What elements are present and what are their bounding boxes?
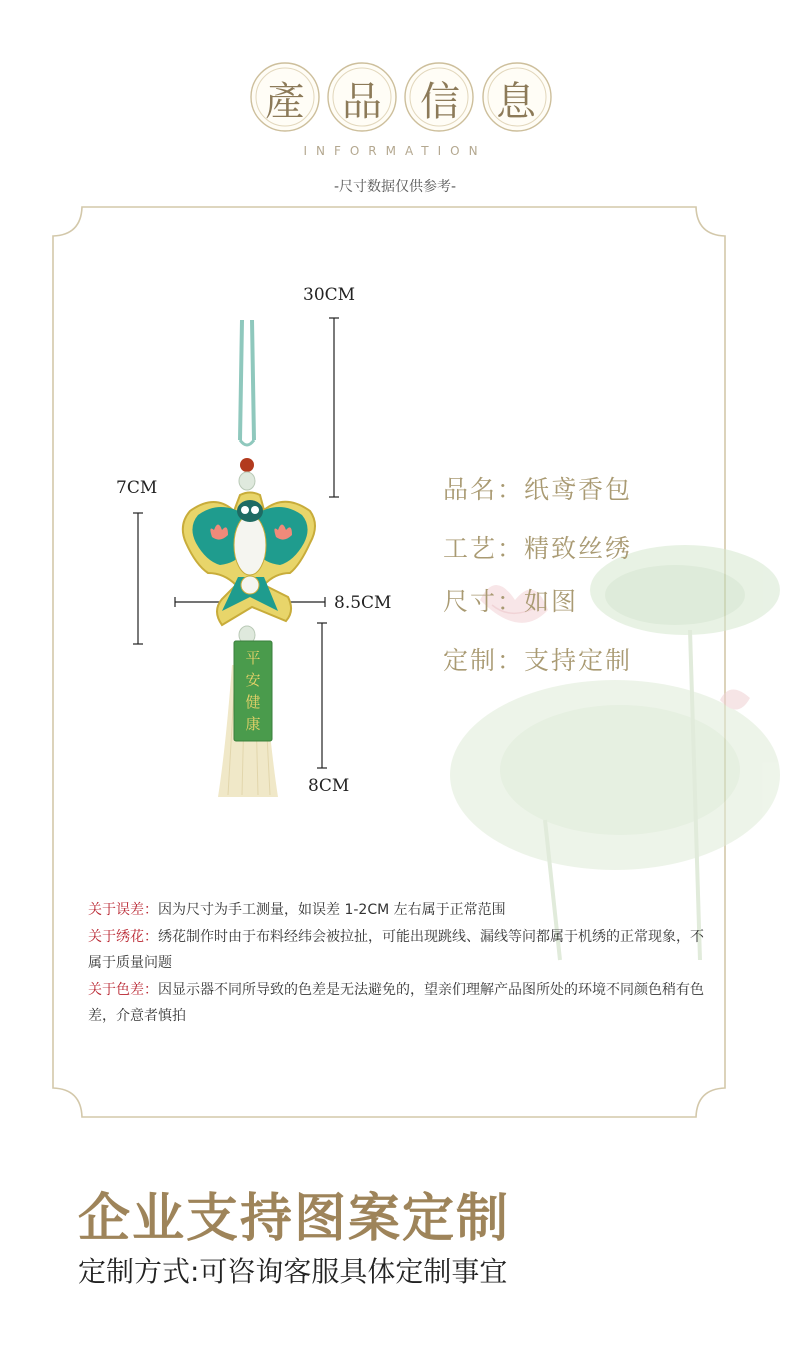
- note-embroidery: [88, 924, 713, 977]
- note-color-text: 因显示器不同所导致的色差是无法避免的，望亲们理解产品图所处的环境不同颜色稍有色差，介意者慎拍: [88, 981, 704, 1024]
- note-embroidery-text: 绣花制作时由于布料经纬会被拉扯，可能出现跳线、漏线等问都属于机绣的正常现象，不属于质量问题: [88, 928, 704, 971]
- title-char-1: 產: [265, 79, 305, 125]
- info-size: 尺寸：如图: [443, 587, 579, 616]
- subtitle-english: INFORMATION: [303, 144, 487, 158]
- customization-heading: 企业支持图案定制: [78, 1188, 511, 1249]
- info-craft: 工艺：精致丝绣: [443, 534, 633, 563]
- title-char-3: 信: [420, 79, 460, 125]
- notes-block: [88, 897, 713, 1030]
- note-embroidery-key: 关于绣花：: [88, 928, 158, 945]
- dimension-height-label: 7CM: [116, 478, 158, 498]
- svg-text:安: 安: [245, 671, 261, 689]
- dimension-length-label: 30CM: [303, 285, 356, 305]
- note-color: [88, 977, 713, 1030]
- dimension-tassel-label: 8CM: [308, 776, 350, 796]
- info-customization: 定制：支持定制: [443, 646, 633, 675]
- size-reference-note: -尺寸数据仅供参考-: [333, 179, 457, 195]
- note-error-key: 关于误差：: [88, 902, 158, 918]
- note-error-text: 因为尺寸为手工测量，如误差 1-2CM 左右属于正常范围: [158, 902, 506, 918]
- svg-text:健: 健: [245, 693, 261, 711]
- title-char-4: 息: [496, 79, 536, 125]
- title-char-2: 品: [342, 79, 382, 125]
- note-color-key: 关于色差：: [88, 981, 158, 998]
- dimension-width-label: 8.5CM: [334, 593, 392, 613]
- info-product-name: 品名：纸鸢香包: [443, 475, 633, 504]
- note-error: [88, 897, 713, 924]
- customization-subtitle: 定制方式:可咨询客服具体定制事宜: [78, 1255, 508, 1288]
- svg-text:康: 康: [245, 715, 261, 733]
- kite-sachet-product-image: [160, 315, 340, 815]
- svg-text:平: 平: [245, 649, 261, 667]
